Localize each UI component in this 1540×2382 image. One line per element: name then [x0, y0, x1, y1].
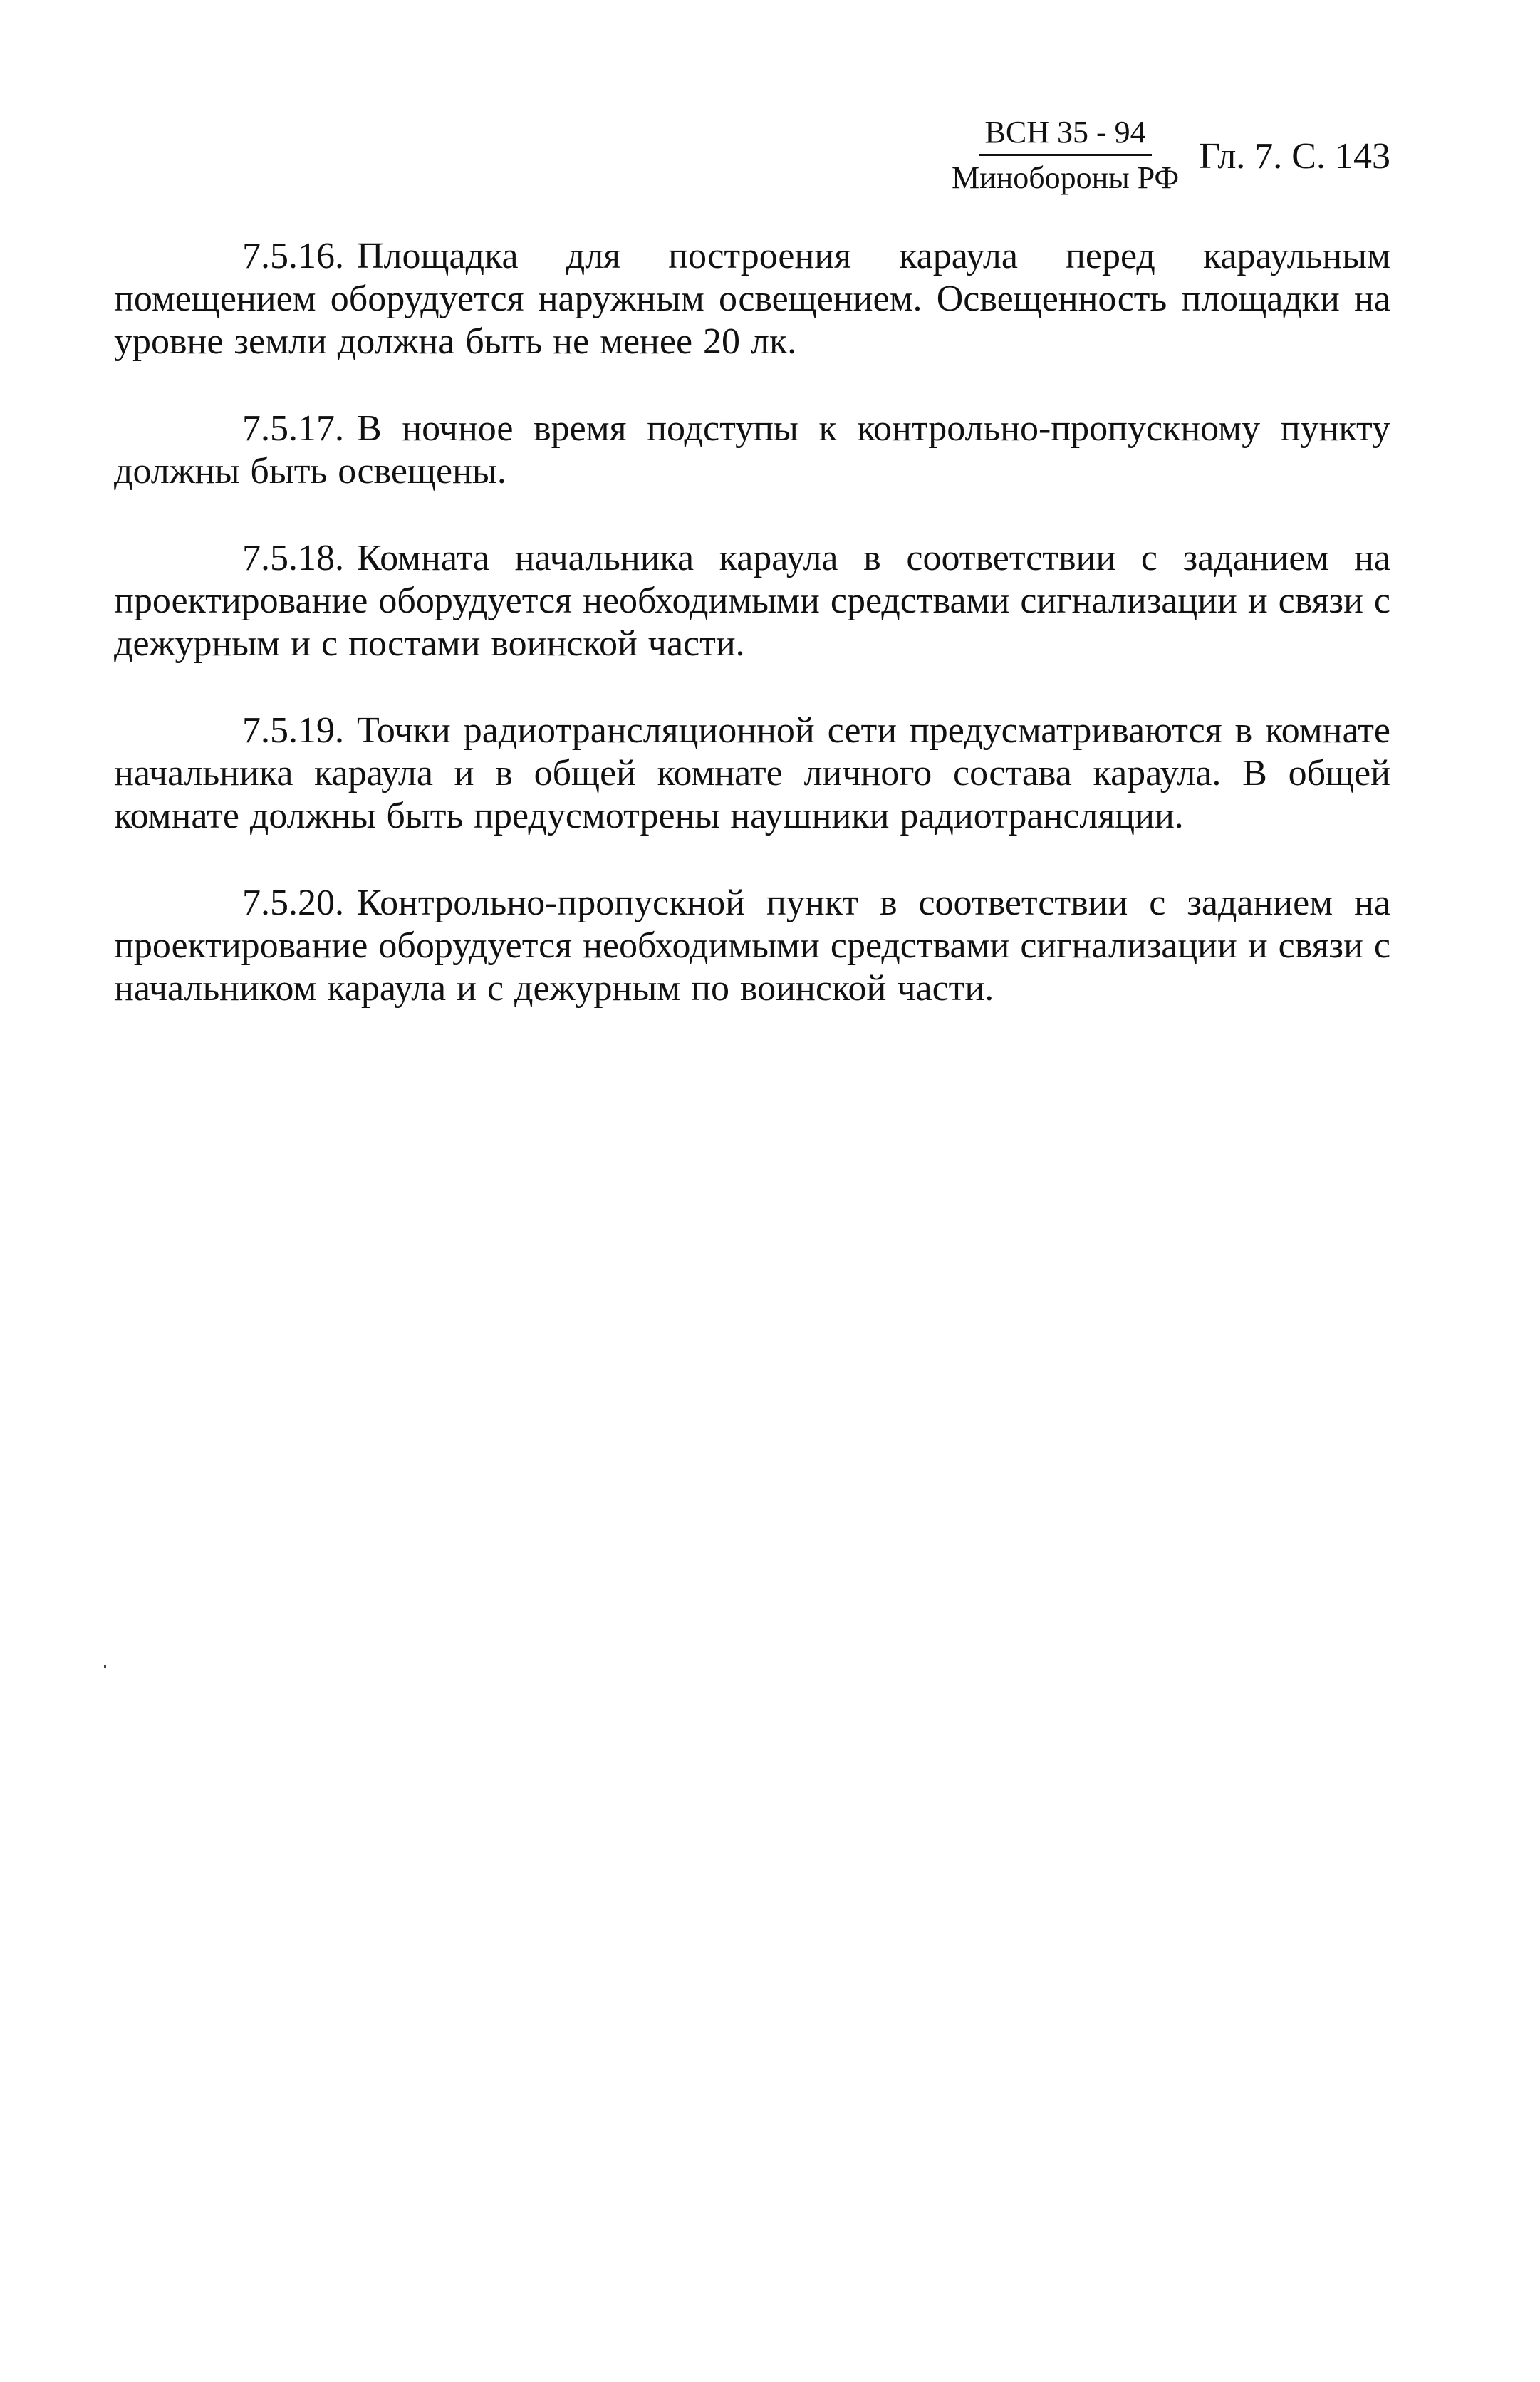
document-body — [114, 235, 1390, 1054]
clause-7-5-18 — [114, 537, 1390, 665]
scan-speck — [104, 1665, 106, 1668]
clause-7-5-19 — [114, 709, 1390, 838]
clause-text: Контрольно-пропускной пункт в соответствии с заданием на проектирование оборудуется необходимыми средствами сигнализации и связи с начальником караула и с дежурным по воинской части. — [114, 883, 1390, 1009]
clause-number: 7.5.19. — [242, 710, 344, 751]
clause-7-5-17 — [114, 407, 1390, 493]
chapter-page-reference: Гл. 7. С. 143 — [1199, 135, 1390, 177]
clause-text: Комната начальника караула в соответствии с заданием на проектирование оборудуется необходимыми средствами сигнализации и связи с дежурным и с постами воинской части. — [114, 538, 1390, 664]
clause-number: 7.5.18. — [242, 538, 344, 578]
clause-text: Площадка для построения караула перед караульным помещением оборудуется наружным освещением. Освещенность площадки на уровне земли должна быть не менее 20 лк. — [114, 236, 1390, 362]
clause-text: Точки радиотрансляционной сети предусматриваются в комнате начальника караула и в общей комнате личного состава караула. В общей комнате должны быть предусмотрены наушники радиотрансляции. — [114, 710, 1390, 836]
issuing-organization: Минобороны РФ — [952, 160, 1180, 195]
document-code: ВСН 35 - 94 — [979, 114, 1152, 156]
clause-7-5-16 — [114, 235, 1390, 363]
clause-number: 7.5.20. — [242, 883, 344, 923]
clause-number: 7.5.16. — [242, 236, 344, 276]
document-designation — [946, 114, 1185, 199]
clause-7-5-20 — [114, 882, 1390, 1010]
clause-number: 7.5.17. — [242, 408, 344, 449]
page-header — [946, 114, 1390, 199]
clause-text: В ночное время подступы к контрольно-пропускному пункту должны быть освещены. — [114, 408, 1390, 492]
